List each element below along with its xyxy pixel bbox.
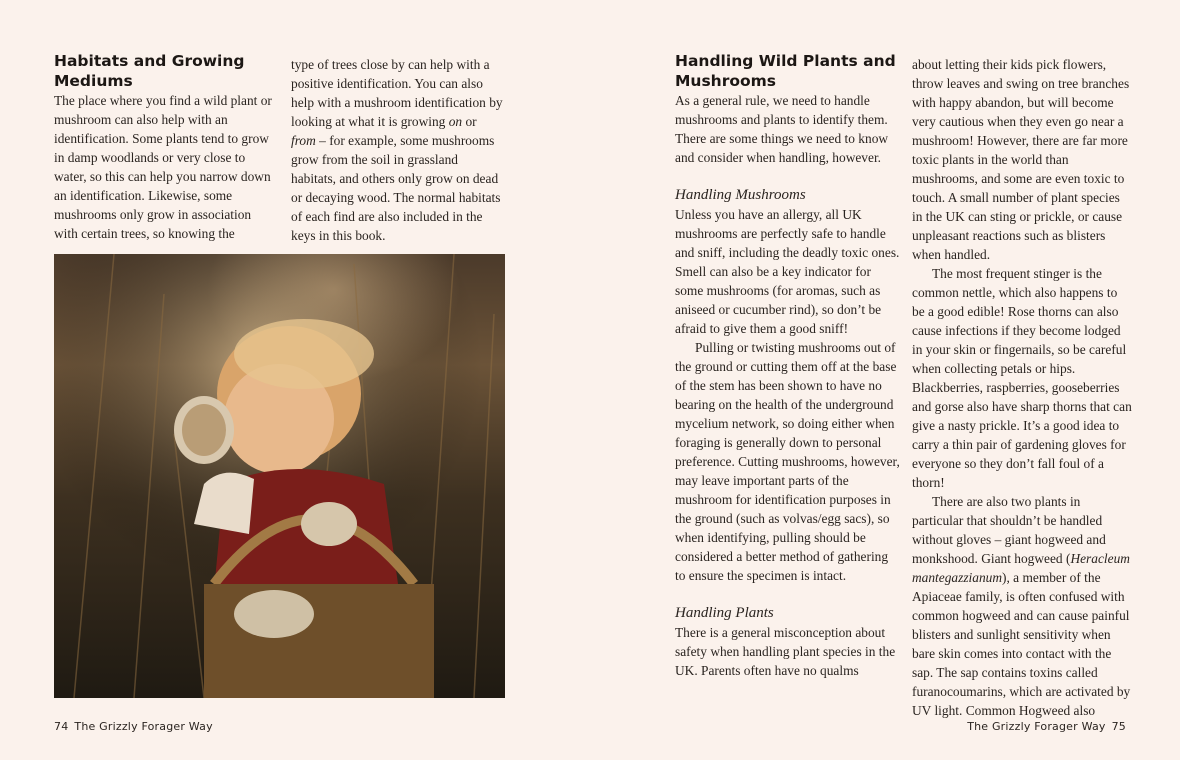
- photo-illustration: [54, 254, 505, 698]
- plants-paragraph-continued: about letting their kids pick flowers, throw leaves and swing on tree branches with happy abandon, but will become very cautious when they even go near a mushroom! However, there are far more toxic plants in the world than mushrooms, and some are even toxic to touch. A small number of plant species in the UK can sting or prickle, or cause unpleasant reactions such as blisters when handled.: [912, 57, 1130, 262]
- footer-title-left: The Grizzly Forager Way: [74, 720, 213, 733]
- stinger-paragraph: The most frequent stinger is the common nettle, which also happens to be a good edible! Rose thorns can also cause infections if they become lodged in your skin or fingernails, so be careful when collecting petals or hips. Blackberries, raspberries, gooseberries and gorse also have sharp thorns that can give a nasty prickle. It’s a good idea to carry a thin pair of gardening gloves for everyone so they don’t fall foul of a thorn!: [912, 266, 1132, 490]
- right-column-1: [675, 52, 901, 680]
- habitats-text-or: or: [462, 114, 477, 129]
- habitats-paragraph-2: [291, 55, 503, 245]
- habitats-paragraph-1: The place where you find a wild plant or mushroom can also help with an identification. Some plants tend to grow in damp woodlands or very close to water, so this can help you narrow down an identification. Likewise, some mushrooms only grow in association with certain trees, so knowing the: [54, 93, 272, 241]
- subheading-handling-plants: Handling Plants: [675, 605, 774, 621]
- right-column-2: [912, 55, 1132, 720]
- mushrooms-paragraph-1: Unless you have an allergy, all UK mushrooms are perfectly safe to handle and sniff, including the deadly toxic ones. Smell can also be a key indicator for some mushrooms (for aromas, such as aniseed or cucumber rind), so don’t be afraid to give them a good sniff!: [675, 207, 900, 336]
- footer-left: [54, 720, 219, 733]
- left-column-1: [54, 52, 276, 243]
- subheading-handling-mushrooms: Handling Mushrooms: [675, 187, 806, 203]
- hogweed-text-a: There are also two plants in particular that shouldn’t be handled without gloves – giant hogweed and monkshood. Giant hogweed (: [912, 494, 1106, 566]
- plants-paragraph-1: There is a general misconception about safety when handling plant species in the UK. Parents often have no qualms: [675, 625, 896, 678]
- page-number-right: 75: [1111, 720, 1126, 733]
- footer-right: [961, 720, 1126, 733]
- footer-title-right: The Grizzly Forager Way: [967, 720, 1106, 733]
- section-heading-handling: Handling Wild Plants and Mushrooms: [675, 52, 896, 90]
- emphasis-on: on: [448, 114, 463, 129]
- habitats-text-a: type of trees close by can help with a positive identification. You can also help with a mushroom identification by looking at what it is growing: [291, 57, 503, 129]
- hogweed-paragraph: [912, 492, 1132, 720]
- latin-name: Heracleum mantegazzianum: [912, 551, 1130, 585]
- handling-intro: As a general rule, we need to handle mushrooms and plants to identify them. There are some things we need to know and consider when handling, however.: [675, 93, 889, 165]
- hogweed-text-b: ), a member of the Apiaceae family, is often confused with common hogweed and can cause painful blisters and sunlight sensitivity when bare skin comes into contact with the sap. The sap contains toxins called furanocoumarins, which are activated by UV light. Common Hogweed also: [912, 570, 1131, 718]
- child-with-mushroom-photo: [54, 254, 505, 698]
- habitats-text-b: – for example, some mushrooms grow from the soil in grassland habitats, and others only grow on dead or decaying wood. The normal habitats of each find are also included in the keys in this book.: [291, 133, 501, 243]
- left-column-2: [291, 55, 503, 245]
- page-number-left: 74: [54, 720, 69, 733]
- mushrooms-paragraph-2: Pulling or twisting mushrooms out of the ground or cutting them off at the base of the stem has been shown to have no bearing on the health of the underground mycelium network, so doing either when foraging is generally down to personal preference. Cutting mushrooms, however, may leave important parts of the mushroom for identification purposes in the ground (such as volvas/egg sacs), so when identifying, pulling should be considered a better method of gathering to ensure the specimen is intact.: [675, 340, 900, 583]
- emphasis-from: from: [291, 133, 316, 148]
- section-heading-habitats: Habitats and Growing Mediums: [54, 52, 245, 90]
